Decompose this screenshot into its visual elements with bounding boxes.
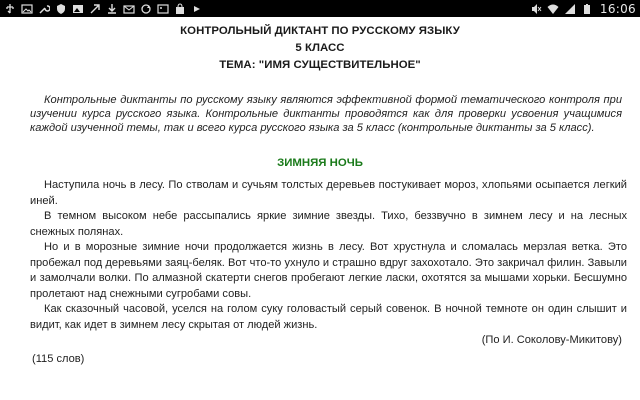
signal-icon [564, 3, 576, 15]
usb-icon [4, 3, 16, 15]
battery-icon [581, 3, 593, 15]
intro-paragraph [30, 93, 622, 135]
intro-text: Контрольные диктанты по русскому языку являются эффективной формой тематического контроля при изучении курса русского языка. Контрольные диктанты проводятся как для проверки усвоения учащимися каждой изученной темы, так и всего курса русского языка за 5 класс (контрольные диктанты за 5 класс). [30, 94, 622, 134]
more-icon [191, 3, 203, 15]
image-icon [157, 3, 169, 15]
document-view[interactable] [0, 17, 640, 400]
document-title: КОНТРОЛЬНЫЙ ДИКТАНТ ПО РУССКОМУ ЯЗЫКУ [180, 25, 460, 37]
story-paragraph [30, 178, 627, 209]
shield-icon [55, 3, 67, 15]
notification-icons [4, 3, 203, 15]
grade-heading: 5 КЛАСС [295, 42, 345, 54]
story-paragraph [30, 302, 627, 333]
wifi-icon [547, 3, 559, 15]
gallery-icon [21, 3, 33, 15]
download-icon [106, 3, 118, 15]
paragraph-text: Как сказочный часовой, уселся на голом суку головастый серый совенок. В ночной темноте он один слышит и видит, как идет в зимнем лесу скрытая от людей жизнь. [30, 303, 627, 331]
mail-icon [123, 3, 135, 15]
clock-time: 16:06 [599, 1, 636, 16]
author-attribution: (По И. Соколову-Микитову) [481, 334, 622, 346]
bag-icon [174, 3, 186, 15]
paragraph-text: В темном высоком небе рассыпались яркие зимние звезды. Тихо, беззвучно в зимнем лесу и на лесных снежных полянах. [30, 210, 627, 238]
image-icon [72, 3, 84, 15]
sync-icon [140, 3, 152, 15]
story-paragraph [30, 240, 627, 302]
topic-heading: ТЕМА: "ИМЯ СУЩЕСТВИТЕЛЬНОЕ" [219, 59, 421, 71]
story-title: ЗИМНЯЯ НОЧЬ [277, 157, 363, 169]
arrow-icon [89, 3, 101, 15]
word-count: (115 слов) [32, 353, 85, 365]
wrench-icon [38, 3, 50, 15]
system-icons [530, 2, 636, 16]
paragraph-text: Наступила ночь в лесу. По стволам и сучьям толстых деревьев постукивает мороз, хлопьями осыпается легкий иней. [30, 179, 627, 207]
mute-icon [530, 3, 542, 15]
status-bar [0, 0, 640, 17]
story-paragraph [30, 209, 627, 240]
paragraph-text: Но и в морозные зимние ночи продолжается жизнь в лесу. Вот хрустнула и сломалась мерзлая ветка. Это пробежал под деревьями заяц-беляк. Вот что-то ухнуло и страшно вдруг захохотало. Это закричал филин. Завыли и замолчали волки. По алмазной скатерти снегов пробегают легкие ласки, охотятся за мышами хорьки. Бесшумно пролетают над снежными сугробами совы. [30, 241, 627, 300]
